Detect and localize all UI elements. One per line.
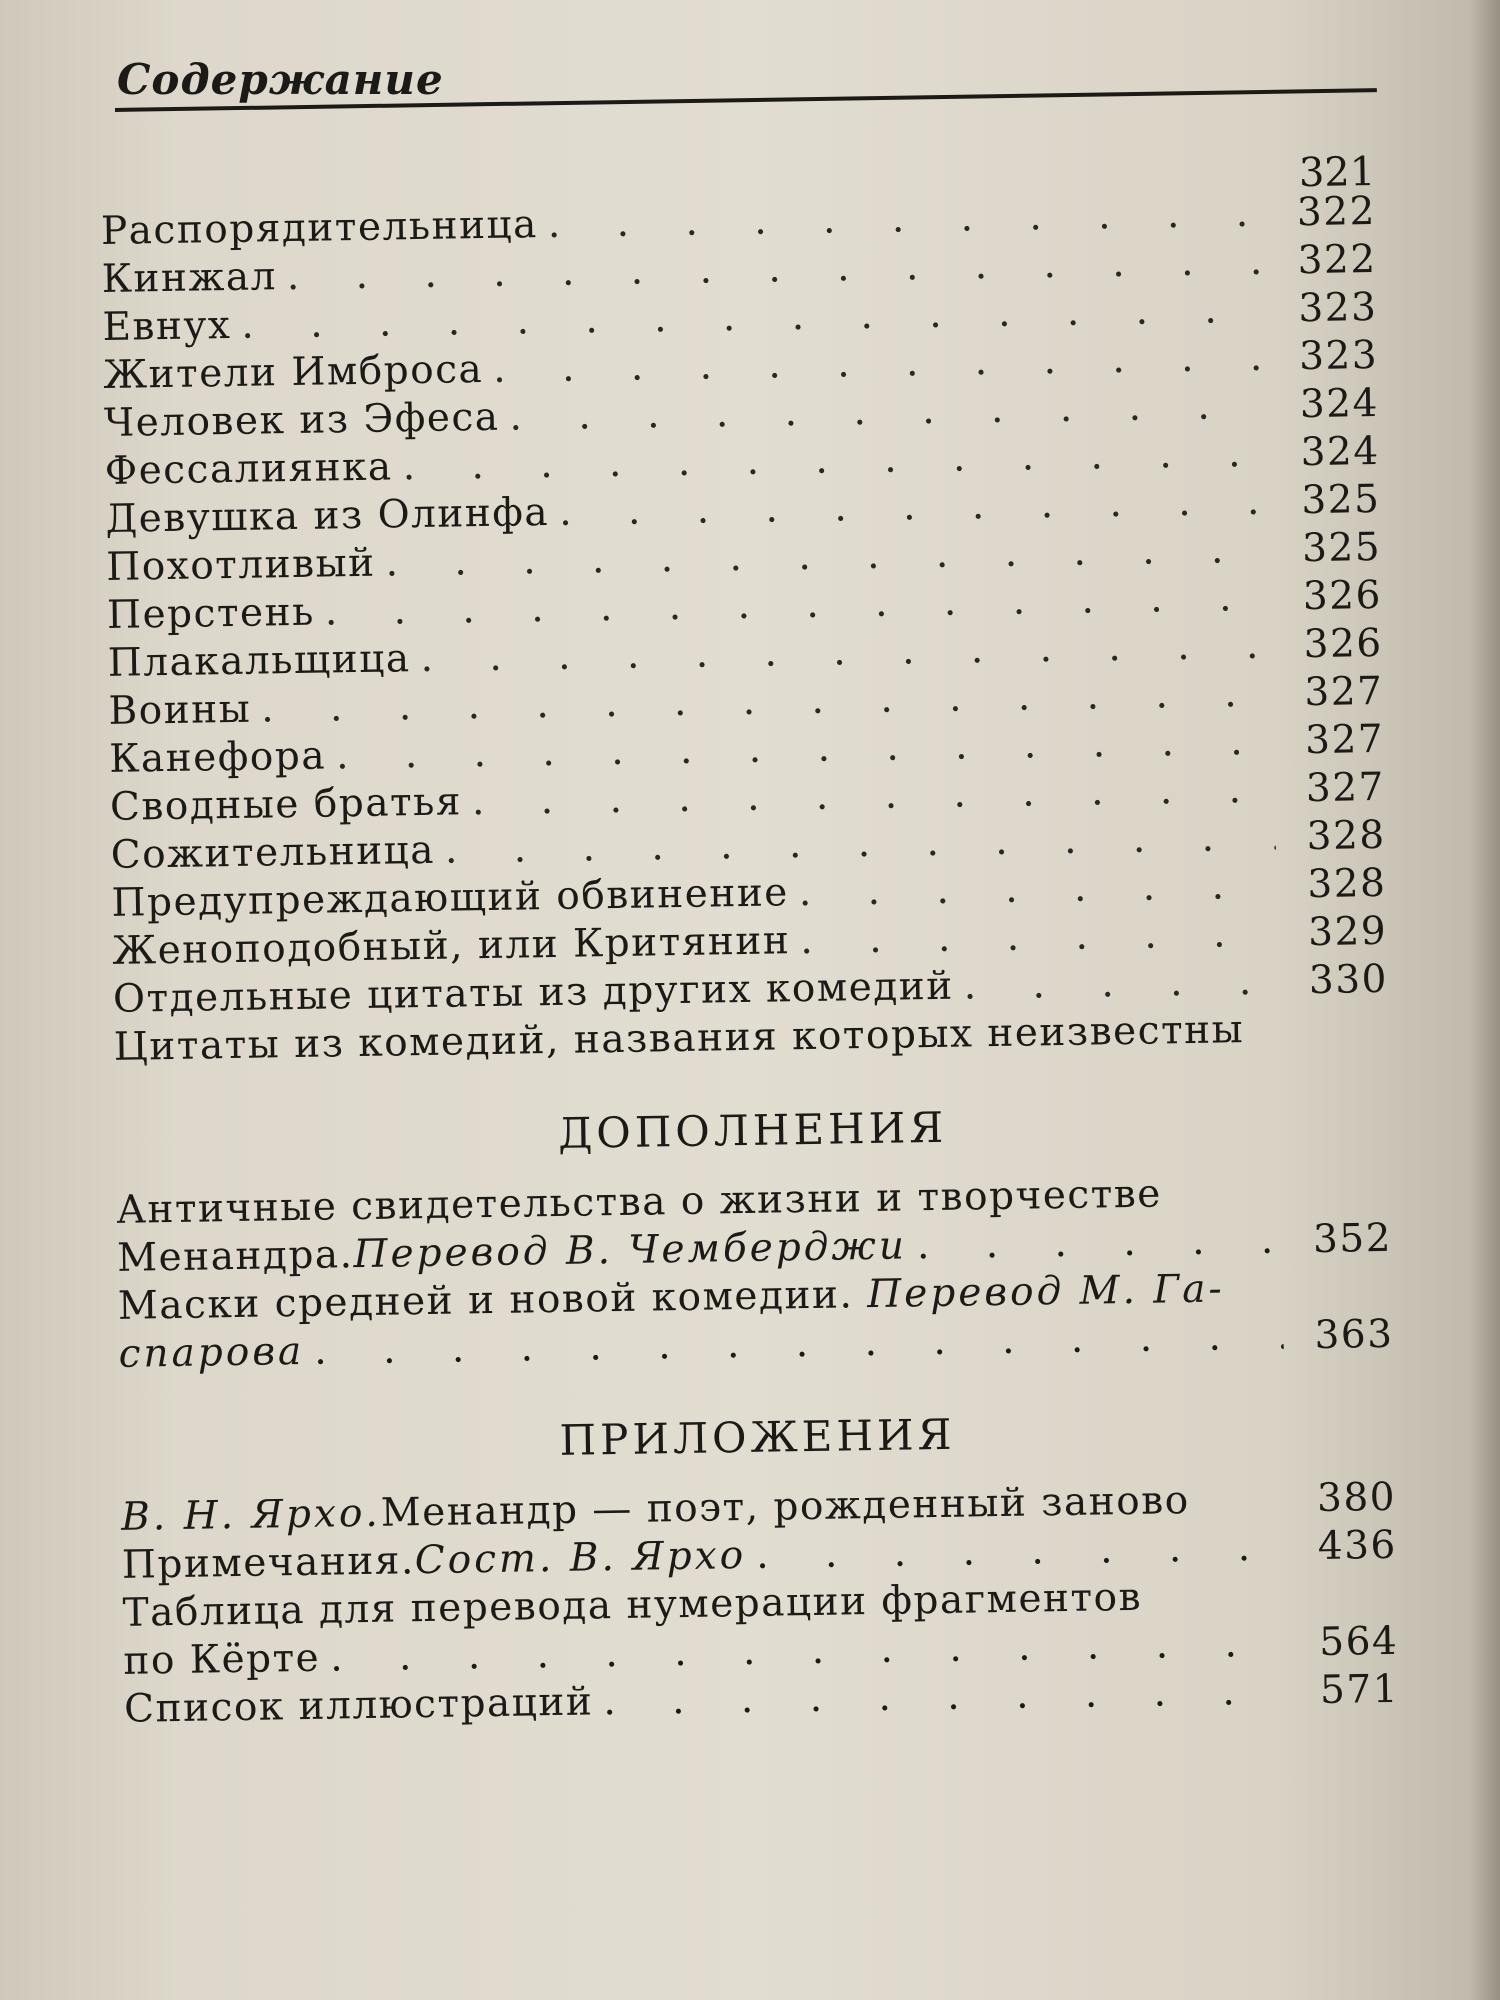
toc-title: Воины [108,686,252,734]
entry-text: Список иллюстраций [123,1679,594,1732]
entry-italic: В. Н. Ярхо. [120,1490,382,1540]
toc-title: Фессалиянка [104,444,393,494]
toc-entry [118,1263,1394,1379]
toc-page: 323 [1298,332,1379,380]
toc-title: Женоподобный, или Критянин [111,918,791,974]
toc-page: 571 [1319,1666,1400,1714]
toc-page: 328 [1307,860,1387,908]
entry-italic: Сост. В. Ярхо [414,1533,747,1584]
leader-dots [603,1668,1290,1727]
toc-title: Канефора [108,733,327,782]
toc-title: Сводные братья [109,779,463,830]
entry-italic: спарова [118,1328,305,1377]
toc-page: 322 [1296,188,1377,236]
toc-title: Перстень [106,589,316,638]
toc-page: 326 [1302,572,1383,620]
first-page-number: 321 [1298,148,1376,197]
toc-title: Жители Имброса [102,347,484,398]
entry-text: Маски средней и новой комедии. [117,1272,868,1329]
entry-italic: Перевод М. Га- [866,1266,1225,1318]
entry-text: Примечания. [121,1538,416,1588]
toc-title: Распорядительница [100,202,539,254]
toc-title: Предупреждающий обвинение [111,870,790,926]
toc-page: 323 [1298,284,1378,332]
toc-title: Человек из Эфеса [103,394,500,446]
toc-page: 324 [1300,428,1380,476]
toc-title: Девушка из Олинфа [105,489,550,542]
toc-page: 325 [1301,524,1382,572]
toc-page: 363 [1314,1311,1394,1359]
entry-text: Менандр — поэт, рожденный заново [380,1478,1190,1536]
toc-title: Цитаты из комедий, названия которых неизвестны [113,1007,1245,1070]
toc-page: 564 [1319,1618,1399,1666]
toc-title: Кинжал [101,254,278,302]
toc-page: 324 [1299,380,1380,428]
toc-page: 352 [1312,1215,1393,1263]
table-of-contents [100,148,1399,1734]
entry-italic: Перевод В. Чемберджи [353,1223,908,1278]
toc-page: 325 [1301,476,1381,524]
section-heading-supplements: ДОПОЛНЕНИЯ [557,1102,948,1158]
toc-page: 322 [1297,236,1377,284]
section-heading-appendices: ПРИЛОЖЕНИЯ [559,1409,956,1465]
toc-title: Похотливый [105,540,376,590]
running-header [115,55,1377,112]
toc-title: Сожительница [110,827,436,878]
toc-page: 380 [1316,1474,1397,1522]
leader-dots [756,1524,1287,1580]
entry-text: по Кёрте [123,1635,321,1684]
toc-page: 330 [1308,956,1389,1004]
toc-page: 329 [1307,908,1388,956]
leader-dots [917,1217,1283,1271]
leader-dots [963,958,1278,1011]
toc-title: Плакальщица [107,636,411,686]
leader-dots [798,862,1276,917]
toc-page [1244,1053,1344,1055]
toc-page: 328 [1306,812,1386,860]
leader-dots [800,910,1278,965]
toc-title: Отдельные цитаты из других комедий [112,963,955,1022]
toc-title: Евнух [102,302,232,350]
entry-line: Античные свидетельства о жизни и творчестве [116,1171,1163,1233]
toc-page: 436 [1317,1522,1398,1570]
header-title: Содержание [117,55,444,104]
entry-line: Таблица для перевода нумерации фрагментов [122,1574,1143,1636]
toc-page: 327 [1304,716,1385,764]
page-fold-shadow [1470,0,1500,2000]
entry-text: Менандра. [116,1232,354,1281]
toc-page: 327 [1304,668,1384,716]
toc-page: 327 [1305,764,1386,812]
toc-page: 326 [1303,620,1383,668]
